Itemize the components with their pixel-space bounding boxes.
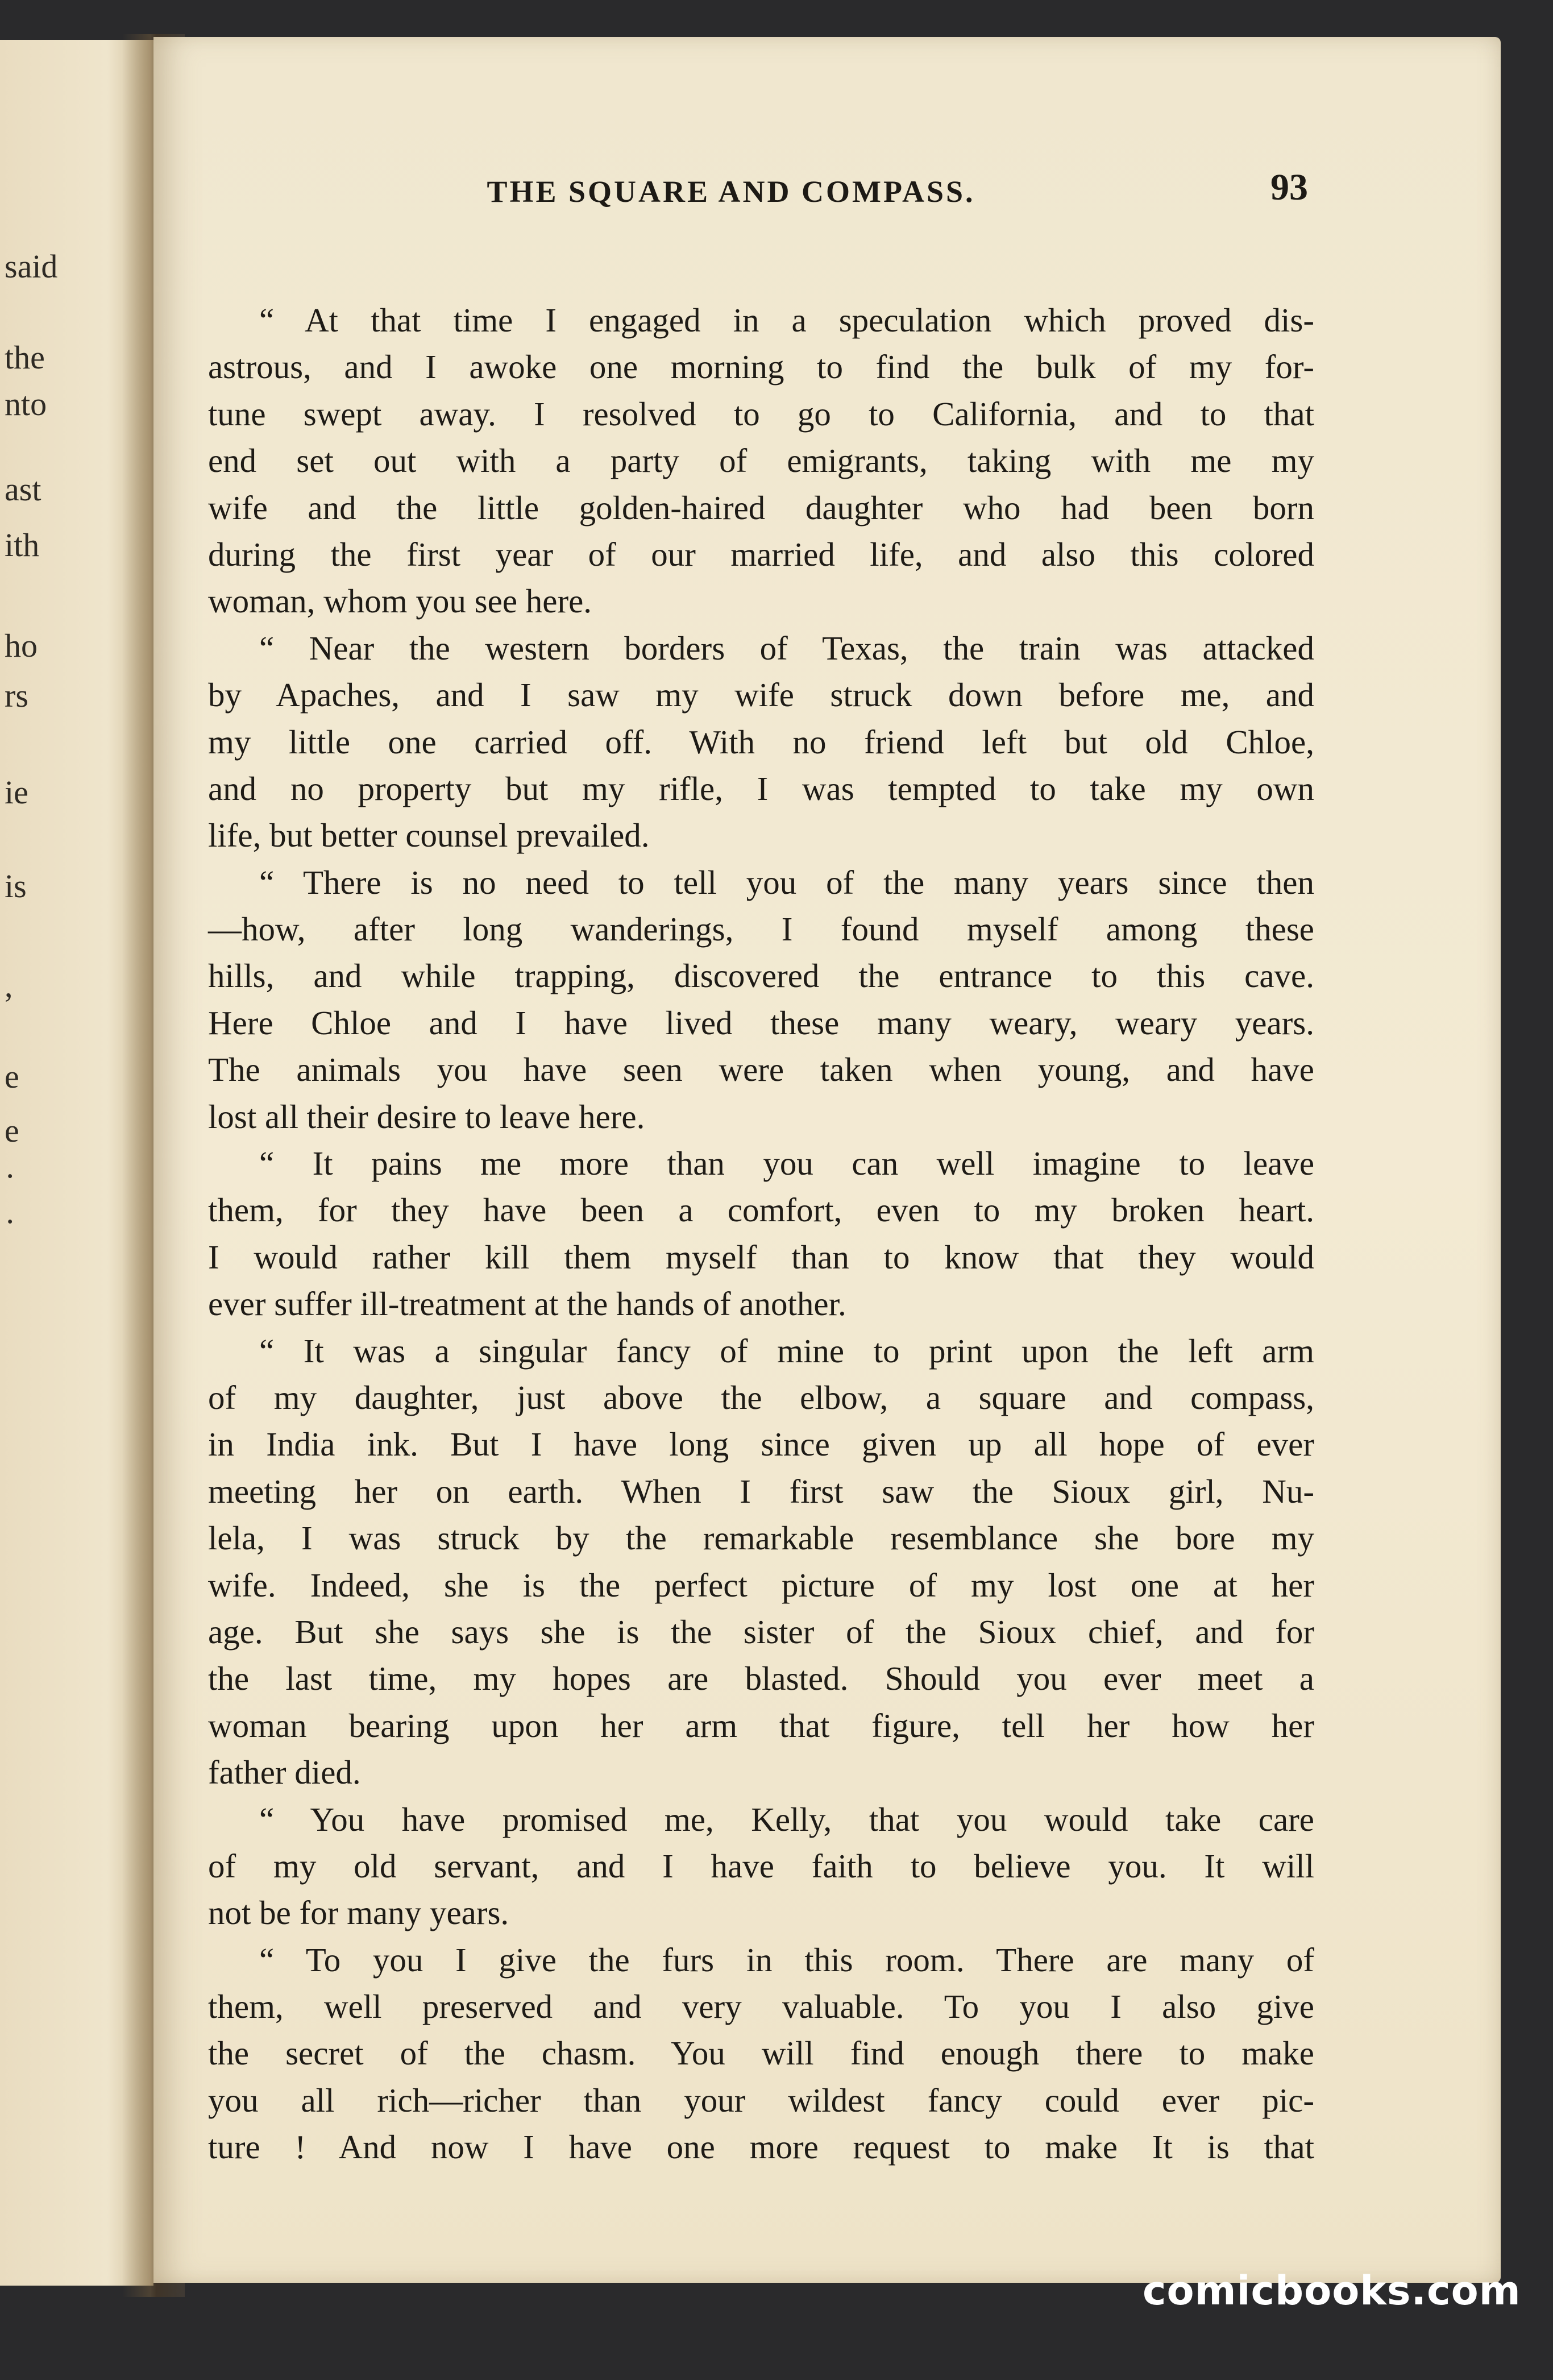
text-line: woman, whom you see here. [208, 582, 592, 620]
text-line: meeting her on earth. When I first saw the Sioux girl, Nu- [208, 1472, 1314, 1510]
text-line: “ You have promised me, Kelly, that you would take care [259, 1800, 1314, 1838]
text-line: my little one carried off. With no friend left but old Chloe, [208, 723, 1314, 761]
text-line: not be for many years. [208, 1894, 509, 1932]
left-page-text-fragment: ith [5, 526, 40, 563]
text-line: wife and the little golden-haired daughter who had been born [208, 488, 1314, 526]
text-line: “ Near the western borders of Texas, the train was attacked [259, 629, 1314, 667]
text-line: hills, and while trapping, discovered the entrance to this cave. [208, 957, 1314, 995]
left-page-text-fragment: , [5, 967, 13, 1004]
text-line: them, well preserved and very valuable. To you I also give [208, 1988, 1314, 2026]
text-line: life, but better counsel prevailed. [208, 816, 650, 855]
text-line: “ It was a singular fancy of mine to print upon the left arm [259, 1332, 1314, 1370]
text-line: during the first year of our married life, and also this colored [208, 535, 1314, 573]
text-line: the last time, my hopes are blasted. Should you ever meet a [208, 1660, 1314, 1698]
text-line: I would rather kill them myself than to know that they would [208, 1238, 1314, 1276]
text-line: and no property but my rifle, I was tempted to take my own [208, 769, 1314, 807]
text-line: woman bearing upon her arm that figure, tell her how her [208, 1706, 1314, 1744]
text-line: the secret of the chasm. You will find enough there to make [208, 2034, 1314, 2072]
left-page-text-fragment: ast [5, 471, 41, 508]
running-head: THE SQUARE AND COMPASS. [487, 175, 975, 209]
text-line: you all rich—richer than your wildest fancy could ever pic- [208, 2081, 1314, 2119]
text-line: —how, after long wanderings, I found myself among these [208, 910, 1314, 948]
text-line: “ To you I give the furs in this room. There are many of [259, 1941, 1314, 1979]
text-line: of my daughter, just above the elbow, a square and compass, [208, 1378, 1314, 1416]
page-number: 93 [1270, 167, 1308, 208]
watermark: comicbooks.com [1143, 2267, 1521, 2314]
text-line: age. But she says she is the sister of the Sioux chief, and for [208, 1612, 1314, 1651]
text-line: lela, I was struck by the remarkable resemblance she bore my [208, 1519, 1314, 1557]
text-line: lost all their desire to leave here. [208, 1097, 645, 1135]
text-line: “ It pains me more than you can well imagine to leave [259, 1145, 1314, 1183]
text-line: “ At that time I engaged in a speculation which proved dis- [259, 301, 1314, 339]
text-line: Here Chloe and I have lived these many weary, weary years. [208, 1004, 1314, 1042]
left-page-text-fragment: e [5, 1112, 19, 1149]
left-page-text-fragment: · [5, 1203, 16, 1240]
text-line: ever suffer ill-treatment at the hands of another. [208, 1285, 846, 1323]
body-text [208, 297, 1314, 2171]
left-page-text-fragment: · [5, 1158, 16, 1195]
text-line: in India ink. But I have long since given up all hope of ever [208, 1425, 1314, 1463]
text-line: astrous, and I awoke one morning to find the bulk of my for- [208, 348, 1314, 386]
text-line: “ There is no need to tell you of the many years since then [259, 863, 1314, 901]
text-line: tune swept away. I resolved to go to California, and to that [208, 395, 1314, 433]
text-line: them, for they have been a comfort, even to my broken heart. [208, 1191, 1314, 1229]
left-page-text-fragment: e [5, 1058, 19, 1095]
text-line: ture ! And now I have one more request to make It is that [208, 2128, 1314, 2166]
text-line: The animals you have seen were taken when young, and have [208, 1051, 1314, 1089]
left-page-text-fragment: nto [5, 385, 47, 422]
text-line: by Apaches, and I saw my wife struck down before me, and [208, 676, 1314, 714]
left-page-text-fragment: ie [5, 774, 28, 811]
left-page-text-fragment: rs [5, 677, 28, 714]
text-line: of my old servant, and I have faith to believe you. It will [208, 1847, 1314, 1885]
left-page-text-fragment: said [5, 248, 58, 285]
left-page-text-fragment: is [5, 868, 27, 905]
text-line: end set out with a party of emigrants, taking with me my [208, 442, 1314, 480]
left-page-text-fragment: the [5, 339, 45, 376]
left-page-text-fragment: ho [5, 627, 38, 664]
text-line: wife. Indeed, she is the perfect picture of my lost one at her [208, 1566, 1314, 1604]
text-line: father died. [208, 1753, 361, 1792]
